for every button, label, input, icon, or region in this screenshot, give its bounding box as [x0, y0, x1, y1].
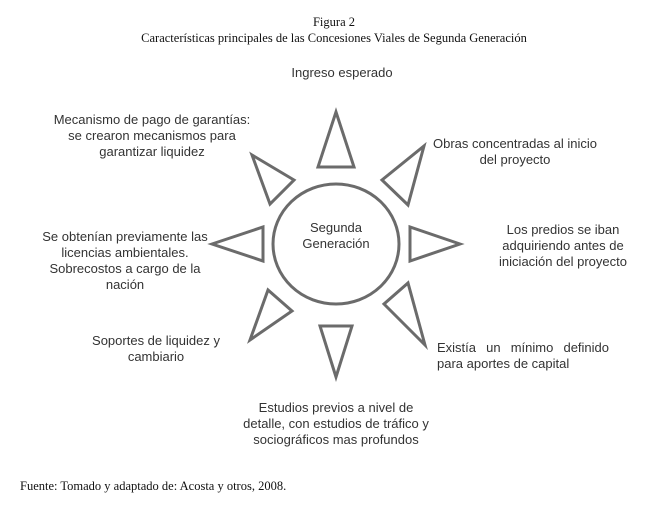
- ray-upper-left: [252, 155, 294, 204]
- item-lower-right-line2: para aportes de capital: [437, 356, 570, 371]
- figure-label: Figura 2: [312, 15, 355, 29]
- item-lower-right: [437, 340, 609, 372]
- item-right: Los predios se iban adquiriendo antes de iniciación del proyecto: [499, 222, 627, 269]
- ray-right: [410, 227, 460, 261]
- item-lower-right-text1: Existía un mínimo definido: [437, 340, 609, 355]
- item-top: Ingreso esperado: [291, 65, 393, 80]
- figure-source: Fuente: Tomado y adaptado de: Acosta y otros, 2008.: [20, 479, 287, 493]
- ray-top: [318, 112, 354, 167]
- item-bottom: Estudios previos a nivel de detalle, con estudios de tráfico y sociográficos mas profundos: [243, 400, 429, 447]
- item-upper-right: Obras concentradas al inicio del proyecto: [432, 136, 598, 167]
- item-upper-left: Mecanismo de pago de garantías: se crearon mecanismos para garantizar liquidez: [53, 112, 251, 159]
- ray-lower-right: [384, 283, 425, 345]
- item-left: Se obtenían previamente las licencias ambientales. Sobrecostos a cargo de la nación: [42, 229, 208, 292]
- ray-lower-left: [250, 290, 292, 340]
- item-lower-right-line1: [437, 340, 609, 356]
- item-lower-left: Soportes de liquidez y cambiario: [92, 333, 220, 364]
- ray-bottom: [320, 326, 352, 377]
- figure-title: Características principales de las Concesiones Viales de Segunda Generación: [141, 31, 527, 45]
- center-label: Segunda Generación: [302, 220, 370, 251]
